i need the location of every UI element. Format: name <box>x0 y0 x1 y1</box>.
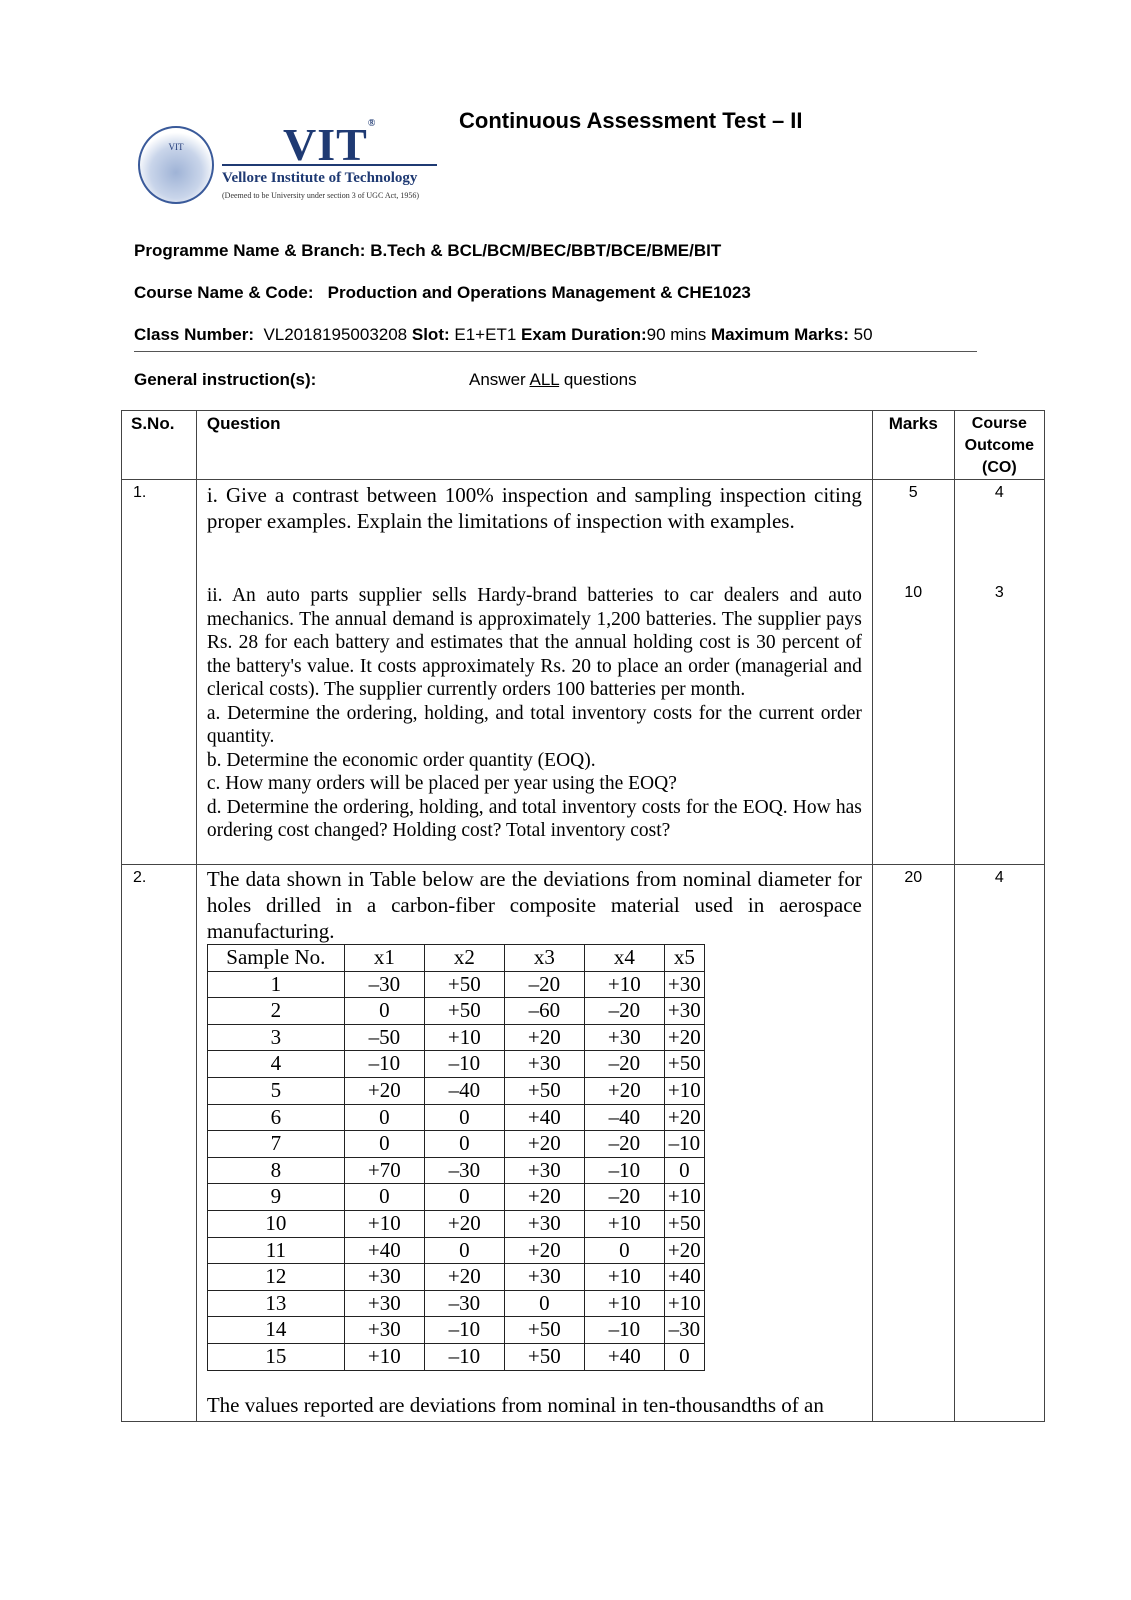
vit-logo <box>138 118 440 206</box>
instruction-label <box>134 370 316 390</box>
deviation-cell: +20 <box>504 1131 584 1158</box>
deviation-cell: +70 <box>344 1157 424 1184</box>
deviation-row <box>207 1237 704 1264</box>
header-question: Question <box>196 411 872 480</box>
header-marks: Marks <box>872 411 954 480</box>
q1-part-ii-marks: 10 <box>904 584 923 601</box>
deviation-cell: +10 <box>664 1290 704 1317</box>
table-header-row <box>122 411 1045 480</box>
programme-value: B.Tech & BCL/BCM/BEC/BBT/BCE/BME/BIT <box>370 241 722 260</box>
deviation-header-cell: x4 <box>584 945 664 972</box>
q1-sub-d: d. Determine the ordering, holding, and total inventory costs for the EOQ. How has ordering cost changed? Holding cost? Total inventory cost? <box>206 796 862 841</box>
deviation-cell: 4 <box>207 1051 344 1078</box>
deviation-row <box>207 1210 704 1237</box>
deviation-cell: +20 <box>664 1237 704 1264</box>
deviation-row <box>207 1051 704 1078</box>
class-line <box>134 325 873 345</box>
deviation-cell: 6 <box>207 1104 344 1131</box>
q2-intro: The data shown in Table below are the deviations from nominal diameter for holes drilled in a carbon-fiber composite material used in aerospace manufacturing. <box>206 867 862 943</box>
q2-footer: The values reported are deviations from nominal in ten-thousandths of an <box>206 1393 824 1417</box>
deviation-header-row <box>207 945 704 972</box>
deviation-cell: 13 <box>207 1290 344 1317</box>
deviation-cell: +20 <box>424 1210 504 1237</box>
max-marks-label: Maximum Marks: <box>710 325 849 344</box>
deviation-row <box>207 1343 704 1370</box>
deviation-cell: –10 <box>424 1317 504 1344</box>
question-row-2 <box>122 865 1045 1422</box>
programme-line <box>134 241 721 261</box>
deviation-cell: –40 <box>424 1077 504 1104</box>
q1-sub-b: b. Determine the economic order quantity (EOQ). <box>206 749 596 771</box>
deviation-header-cell: x2 <box>424 945 504 972</box>
deviation-cell: 0 <box>424 1104 504 1131</box>
deviation-cell: 3 <box>207 1024 344 1051</box>
deviation-cell: –20 <box>584 1184 664 1211</box>
instruction-text <box>469 370 637 390</box>
question-row-1 <box>122 480 1045 865</box>
deviation-cell: –10 <box>584 1317 664 1344</box>
deviation-cell: –10 <box>424 1343 504 1370</box>
deviation-header-cell: x5 <box>664 945 704 972</box>
deviation-cell: +50 <box>664 1210 704 1237</box>
deviation-cell: 11 <box>207 1237 344 1264</box>
deviation-row <box>207 1024 704 1051</box>
course-label: Course Name & Code: <box>134 283 314 302</box>
deviation-row <box>207 1157 704 1184</box>
deviation-cell: +20 <box>504 1184 584 1211</box>
deviation-cell: 0 <box>664 1157 704 1184</box>
deviation-cell: 0 <box>424 1237 504 1264</box>
deviation-row <box>207 971 704 998</box>
logo-rule <box>222 164 437 166</box>
deviation-cell: +30 <box>504 1157 584 1184</box>
deviation-cell: +20 <box>424 1264 504 1291</box>
question-table <box>121 410 1045 1422</box>
deviation-cell: +10 <box>344 1343 424 1370</box>
deviation-cell: –30 <box>344 971 424 998</box>
deviation-cell: 14 <box>207 1317 344 1344</box>
deviation-cell: +50 <box>504 1343 584 1370</box>
deviation-cell: +50 <box>504 1077 584 1104</box>
deviation-row <box>207 1184 704 1211</box>
deviation-cell: +10 <box>664 1077 704 1104</box>
q1-body <box>196 480 872 865</box>
deviation-table <box>207 944 705 1371</box>
deviation-cell: 5 <box>207 1077 344 1104</box>
deviation-cell: +20 <box>664 1104 704 1131</box>
deviation-cell: +10 <box>584 1264 664 1291</box>
q2-marks: 20 <box>872 865 954 1422</box>
deviation-cell: 7 <box>207 1131 344 1158</box>
seal-text: VIT <box>168 142 184 152</box>
deviation-cell: +10 <box>424 1024 504 1051</box>
instr-post: questions <box>559 370 637 389</box>
q1-part-i-marks: 5 <box>908 484 918 501</box>
deviation-cell: –10 <box>344 1051 424 1078</box>
q1-part-ii-co: 3 <box>994 584 1004 601</box>
q1-sub-a: a. Determine the ordering, holding, and total inventory costs for the current order quantity. <box>206 702 862 747</box>
slot-value: E1+ET1 <box>454 325 517 344</box>
deviation-cell: 0 <box>344 998 424 1025</box>
deviation-cell: +30 <box>504 1264 584 1291</box>
deviation-cell: +20 <box>504 1237 584 1264</box>
course-line <box>134 283 751 303</box>
deviation-row <box>207 1264 704 1291</box>
deviation-cell: 10 <box>207 1210 344 1237</box>
duration-value: 90 mins <box>646 325 707 344</box>
slot-label: Slot: <box>411 325 450 344</box>
deviation-cell: +20 <box>584 1077 664 1104</box>
deviation-cell: –30 <box>424 1157 504 1184</box>
deviation-header-cell: Sample No. <box>207 945 344 972</box>
deviation-cell: +20 <box>504 1024 584 1051</box>
deviation-cell: +30 <box>344 1264 424 1291</box>
programme-label: Programme Name & Branch: <box>134 241 366 260</box>
institute-name: Vellore Institute of Technology <box>222 170 418 186</box>
deviation-cell: +10 <box>584 1290 664 1317</box>
document-title: Continuous Assessment Test – II <box>459 108 803 133</box>
deviation-cell: +10 <box>584 971 664 998</box>
deviation-cell: –40 <box>584 1104 664 1131</box>
deviation-cell: –20 <box>584 1051 664 1078</box>
instr-pre: Answer <box>469 370 530 389</box>
deviation-cell: 0 <box>424 1131 504 1158</box>
wordmark-text: VIT <box>283 119 368 170</box>
deviation-cell: –20 <box>504 971 584 998</box>
deviation-cell: 15 <box>207 1343 344 1370</box>
deviation-cell: –10 <box>584 1157 664 1184</box>
deviation-cell: +50 <box>424 998 504 1025</box>
vit-seal-icon <box>138 126 214 204</box>
deviation-cell: 12 <box>207 1264 344 1291</box>
header-sno: S.No. <box>122 411 197 480</box>
deviation-cell: +10 <box>584 1210 664 1237</box>
deviation-row <box>207 1104 704 1131</box>
divider <box>134 351 977 352</box>
instr-all: ALL <box>529 370 560 389</box>
deviation-cell: 0 <box>344 1184 424 1211</box>
q1-part-ii-text: ii. An auto parts supplier sells Hardy-brand batteries to car dealers and auto mechanics. The annual demand is approximately 1,200 batteries. The supplier pays Rs. 28 for each battery and estimates that the annual holding cost is 30 percent of the battery's value. It costs approximately Rs. 20 to place an order (managerial and clerical costs). The supplier currently orders 100 batteries per month. <box>206 585 862 700</box>
deviation-row <box>207 1131 704 1158</box>
deviation-cell: 0 <box>584 1237 664 1264</box>
deviation-cell: –10 <box>424 1051 504 1078</box>
q1-part-ii <box>207 584 862 843</box>
deviation-cell: +30 <box>584 1024 664 1051</box>
max-marks-value: 50 <box>853 325 873 344</box>
deviation-cell: 2 <box>207 998 344 1025</box>
deviation-header-cell: x1 <box>344 945 424 972</box>
deviation-cell: +30 <box>344 1290 424 1317</box>
deviation-cell: +50 <box>424 971 504 998</box>
q1-part-i: i. Give a contrast between 100% inspection and sampling inspection citing proper examples. Explain the limitations of inspection with examples. <box>206 483 862 533</box>
deviation-cell: +40 <box>584 1343 664 1370</box>
institute-subtitle: (Deemed to be University under section 3 of UGC Act, 1956) <box>222 191 420 200</box>
deviation-cell: –20 <box>584 998 664 1025</box>
class-value: VL2018195003208 <box>263 325 408 344</box>
deviation-cell: +30 <box>664 998 704 1025</box>
deviation-cell: 0 <box>504 1290 584 1317</box>
q1-sub-c: c. How many orders will be placed per year using the EOQ? <box>206 773 677 794</box>
deviation-cell: +20 <box>664 1024 704 1051</box>
q1-marks <box>872 480 954 865</box>
deviation-cell: –20 <box>584 1131 664 1158</box>
deviation-cell: +40 <box>504 1104 584 1131</box>
deviation-row <box>207 998 704 1025</box>
deviation-cell: +50 <box>504 1317 584 1344</box>
deviation-cell: –30 <box>664 1317 704 1344</box>
deviation-cell: +40 <box>344 1237 424 1264</box>
deviation-cell: +30 <box>504 1210 584 1237</box>
deviation-cell: +30 <box>344 1317 424 1344</box>
deviation-cell: –30 <box>424 1290 504 1317</box>
instruction-label-text: General instruction(s): <box>134 370 317 389</box>
deviation-cell: 0 <box>344 1104 424 1131</box>
q1-co <box>954 480 1044 865</box>
deviation-header-cell: x3 <box>504 945 584 972</box>
q2-body <box>196 865 872 1422</box>
header-co: Course Outcome (CO) <box>954 411 1044 480</box>
deviation-cell: +30 <box>504 1051 584 1078</box>
deviation-cell: 1 <box>207 971 344 998</box>
deviation-cell: 0 <box>424 1184 504 1211</box>
deviation-row <box>207 1317 704 1344</box>
deviation-cell: +50 <box>664 1051 704 1078</box>
deviation-row <box>207 1290 704 1317</box>
deviation-cell: 0 <box>344 1131 424 1158</box>
deviation-row <box>207 1077 704 1104</box>
deviation-cell: +30 <box>664 971 704 998</box>
q2-sno: 2. <box>122 865 197 1422</box>
deviation-cell: +10 <box>344 1210 424 1237</box>
duration-label: Exam Duration: <box>521 325 647 344</box>
class-label: Class Number: <box>134 325 254 344</box>
deviation-cell: +10 <box>664 1184 704 1211</box>
deviation-cell: 8 <box>207 1157 344 1184</box>
course-value: Production and Operations Management & CHE1023 <box>327 283 751 302</box>
deviation-cell: +20 <box>344 1077 424 1104</box>
deviation-cell: –50 <box>344 1024 424 1051</box>
logo-wordmark: VIT® <box>283 118 377 170</box>
deviation-cell: 0 <box>664 1343 704 1370</box>
q2-co: 4 <box>954 865 1044 1422</box>
deviation-cell: 9 <box>207 1184 344 1211</box>
q1-sno: 1. <box>122 480 197 865</box>
deviation-cell: +40 <box>664 1264 704 1291</box>
deviation-cell: –10 <box>664 1131 704 1158</box>
q1-part-i-co: 4 <box>994 484 1004 501</box>
deviation-cell: –60 <box>504 998 584 1025</box>
